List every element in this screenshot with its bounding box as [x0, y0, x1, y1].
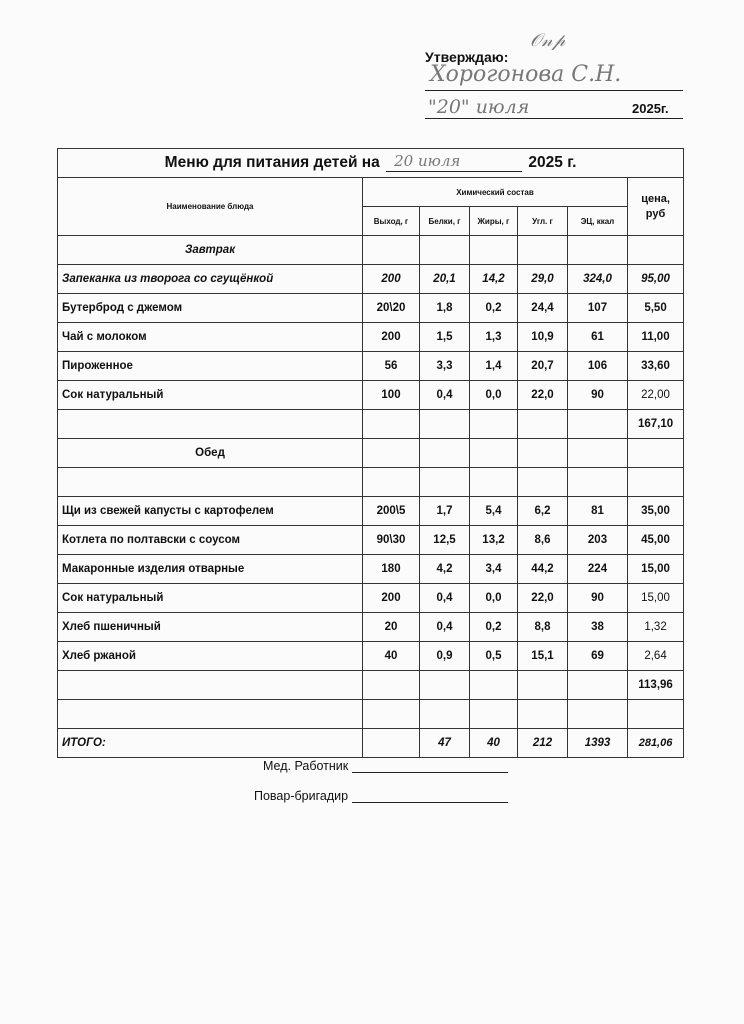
approval-date-line [425, 118, 683, 119]
approval-signature: 𝒪𝓃𝓅 [530, 30, 566, 51]
section-lunch: Обед [58, 439, 363, 468]
dish-name: Котлета по полтавски с соусом [58, 526, 363, 555]
table-row [58, 642, 684, 671]
dish-protein: 20,1 [420, 265, 470, 294]
dish-energy: 90 [568, 381, 628, 410]
dish-output: 200\5 [363, 497, 420, 526]
dish-carbs: 20,7 [518, 352, 568, 381]
dish-fat: 14,2 [470, 265, 518, 294]
header-chem: Химический состав [363, 178, 628, 207]
header-carbs: Угл. г [518, 207, 568, 236]
dish-fat: 13,2 [470, 526, 518, 555]
dish-fat: 0,5 [470, 642, 518, 671]
header-dish-name: Наименование блюда [58, 178, 363, 236]
dish-name: Запеканка из творога со сгущёнкой [58, 265, 363, 294]
medic-signature-line [352, 758, 508, 773]
dish-name: Макаронные изделия отварные [58, 555, 363, 584]
menu-title-left: Меню для питания детей на [164, 154, 380, 171]
grand-total-label: ИТОГО: [58, 729, 363, 758]
dish-price: 1,32 [628, 613, 684, 642]
dish-output: 90\30 [363, 526, 420, 555]
dish-carbs: 22,0 [518, 584, 568, 613]
table-row [58, 526, 684, 555]
dish-output: 200 [363, 265, 420, 294]
cook-signature [254, 788, 508, 803]
medic-signature [263, 758, 508, 773]
dish-price: 5,50 [628, 294, 684, 323]
dish-name: Сок натуральный [58, 584, 363, 613]
dish-fat: 3,4 [470, 555, 518, 584]
dish-price: 45,00 [628, 526, 684, 555]
menu-title-right: 2025 г. [528, 154, 577, 171]
dish-price: 33,60 [628, 352, 684, 381]
dish-name: Бутерброд с джемом [58, 294, 363, 323]
header-fat: Жиры, г [470, 207, 518, 236]
approval-name: Хорогонова С.Н. [430, 62, 622, 87]
dish-protein: 1,8 [420, 294, 470, 323]
header-protein: Белки, г [420, 207, 470, 236]
menu-table [57, 148, 684, 758]
dish-output: 180 [363, 555, 420, 584]
dish-output: 56 [363, 352, 420, 381]
dish-fat: 0,2 [470, 613, 518, 642]
approval-date: "20" июля [428, 96, 530, 118]
dish-carbs: 15,1 [518, 642, 568, 671]
dish-carbs: 22,0 [518, 381, 568, 410]
dish-name: Пироженное [58, 352, 363, 381]
table-row [58, 613, 684, 642]
dish-fat: 5,4 [470, 497, 518, 526]
dish-fat: 0,0 [470, 584, 518, 613]
menu-title-date: 20 июля [394, 152, 461, 170]
table-row [58, 497, 684, 526]
dish-energy: 324,0 [568, 265, 628, 294]
dish-energy: 224 [568, 555, 628, 584]
dish-name: Хлеб пшеничный [58, 613, 363, 642]
dish-carbs: 8,8 [518, 613, 568, 642]
dish-price: 2,64 [628, 642, 684, 671]
dish-fat: 1,4 [470, 352, 518, 381]
dish-protein: 0,4 [420, 584, 470, 613]
dish-price: 15,00 [628, 555, 684, 584]
dish-output: 200 [363, 323, 420, 352]
lunch-total-row [58, 671, 684, 700]
dish-fat: 0,2 [470, 294, 518, 323]
dish-protein: 4,2 [420, 555, 470, 584]
dish-energy: 61 [568, 323, 628, 352]
empty-row [58, 468, 684, 497]
grand-total-protein: 47 [420, 729, 470, 758]
section-breakfast: Завтрак [58, 236, 363, 265]
dish-carbs: 29,0 [518, 265, 568, 294]
menu-title [58, 149, 684, 178]
dish-protein: 0,9 [420, 642, 470, 671]
dish-name: Сок натуральный [58, 381, 363, 410]
medic-label: Мед. Работник [263, 759, 349, 773]
table-row [58, 294, 684, 323]
grand-total-price: 281,06 [628, 729, 684, 758]
menu-date-field [386, 152, 522, 172]
dish-protein: 1,7 [420, 497, 470, 526]
dish-energy: 81 [568, 497, 628, 526]
dish-energy: 203 [568, 526, 628, 555]
table-row [58, 352, 684, 381]
dish-protein: 12,5 [420, 526, 470, 555]
approval-name-line [425, 90, 683, 91]
dish-fat: 1,3 [470, 323, 518, 352]
table-row [58, 323, 684, 352]
dish-fat: 0,0 [470, 381, 518, 410]
dish-carbs: 24,4 [518, 294, 568, 323]
dish-price: 11,00 [628, 323, 684, 352]
cook-label: Повар-бригадир [254, 789, 349, 803]
header-price: цена, руб [628, 178, 684, 236]
breakfast-total-row [58, 410, 684, 439]
dish-output: 100 [363, 381, 420, 410]
dish-energy: 38 [568, 613, 628, 642]
dish-name: Хлеб ржаной [58, 642, 363, 671]
dish-price: 22,00 [628, 381, 684, 410]
dish-carbs: 44,2 [518, 555, 568, 584]
dish-protein: 3,3 [420, 352, 470, 381]
grand-total-row [58, 729, 684, 758]
header-output: Выход, г [363, 207, 420, 236]
dish-output: 40 [363, 642, 420, 671]
table-row [58, 381, 684, 410]
dish-name: Щи из свежей капусты с картофелем [58, 497, 363, 526]
table-row [58, 265, 684, 294]
dish-energy: 90 [568, 584, 628, 613]
approval-year: 2025г. [632, 101, 669, 116]
dish-output: 20\20 [363, 294, 420, 323]
dish-name: Чай с молоком [58, 323, 363, 352]
dish-output: 200 [363, 584, 420, 613]
dish-price: 35,00 [628, 497, 684, 526]
dish-output: 20 [363, 613, 420, 642]
grand-total-carbs: 212 [518, 729, 568, 758]
lunch-total: 113,96 [628, 671, 684, 700]
dish-carbs: 6,2 [518, 497, 568, 526]
cook-signature-line [352, 788, 508, 803]
dish-carbs: 10,9 [518, 323, 568, 352]
dish-price: 15,00 [628, 584, 684, 613]
grand-total-energy: 1393 [568, 729, 628, 758]
table-row [58, 584, 684, 613]
approval-label: Утверждаю: [425, 49, 509, 65]
dish-energy: 106 [568, 352, 628, 381]
dish-protein: 0,4 [420, 381, 470, 410]
table-row [58, 555, 684, 584]
dish-protein: 0,4 [420, 613, 470, 642]
dish-price: 95,00 [628, 265, 684, 294]
breakfast-total: 167,10 [628, 410, 684, 439]
header-energy: ЭЦ, ккал [568, 207, 628, 236]
empty-row [58, 700, 684, 729]
dish-protein: 1,5 [420, 323, 470, 352]
dish-energy: 69 [568, 642, 628, 671]
dish-energy: 107 [568, 294, 628, 323]
dish-carbs: 8,6 [518, 526, 568, 555]
grand-total-fat: 40 [470, 729, 518, 758]
